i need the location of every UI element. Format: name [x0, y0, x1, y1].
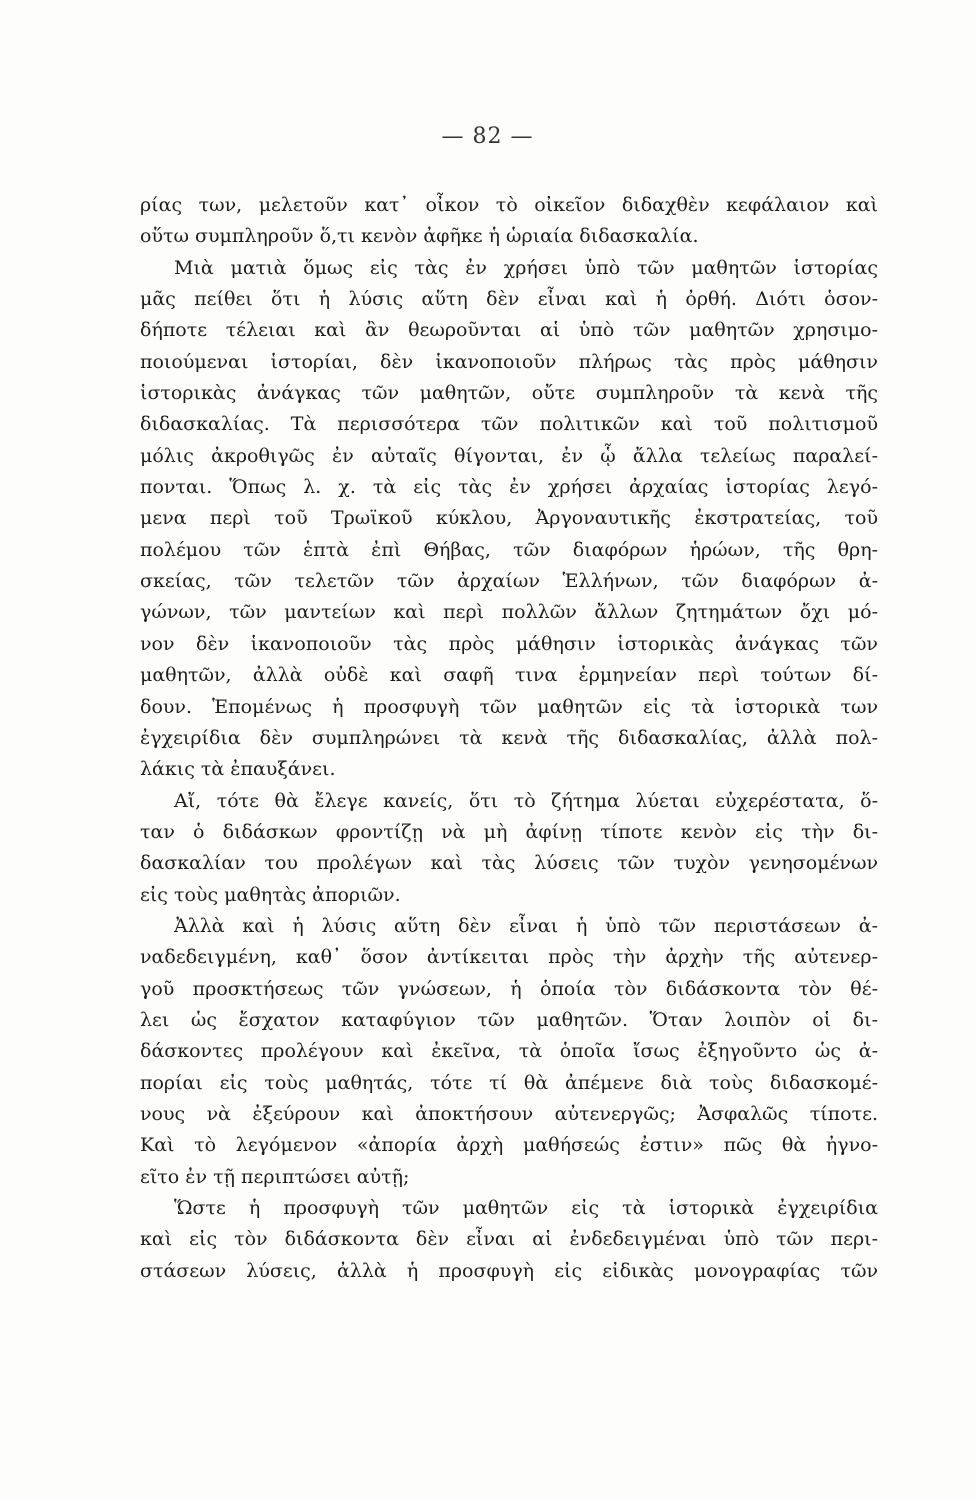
text-line: εἰς τοὺς μαθητὰς ἀποριῶν.	[140, 883, 401, 906]
text-line: δασκαλίαν του προλέγων καὶ τὰς λύσεις τῶν τυχὸν γενησομένων	[140, 852, 878, 875]
text-line: μόλις ἀκροθιγῶς ἐν αὐταῖς θίγονται, ἐν ᾧ ἄλλα τελείως παραλεί-	[140, 444, 878, 467]
text-line: πορίαι εἰς τοὺς μαθητάς, τότε τί θὰ ἀπέμενε διὰ τοὺς διδασκομέ-	[140, 1071, 878, 1094]
text-line: γώνων, τῶν μαντείων καὶ περὶ πολλῶν ἄλλων ζητημάτων ὄχι μό-	[140, 601, 878, 624]
text-line: Ἀλλὰ καὶ ἡ λύσις αὕτη δὲν εἶναι ἡ ὑπὸ τῶν περιστάσεων ἀ-	[174, 914, 878, 937]
text-line: δουν. Ἑπομένως ἡ προσφυγὴ τῶν μαθητῶν εἰς τὰ ἱστορικὰ των	[140, 695, 878, 718]
text-line: νους νὰ ἐξεύρουν καὶ ἀποκτήσουν αὐτενεργῶς; Ἀσφαλῶς τίποτε.	[140, 1102, 878, 1125]
text-line: λάκις τὰ ἐπαυξάνει.	[140, 758, 336, 781]
text-line: μαθητῶν, ἀλλὰ οὐδὲ καὶ σαφῆ τινα ἑρμηνείαν περὶ τούτων δί-	[140, 664, 878, 687]
text-line: πονται. Ὅπως λ. χ. τὰ εἰς τὰς ἐν χρήσει ἀρχαίας ἱστορίας λεγό-	[140, 476, 878, 499]
text-line: οὕτω συμπληροῦν ὅ,τι κενὸν ἀφῆκε ἡ ὡριαία διδασκαλία.	[140, 225, 699, 248]
body-text	[140, 190, 878, 1287]
text-line: σκείας, τῶν τελετῶν τῶν ἀρχαίων Ἑλλήνων, τῶν διαφόρων ἀ-	[140, 570, 878, 593]
text-line: ἐγχειρίδια δὲν συμπληρώνει τὰ κενὰ τῆς διδασκαλίας, ἀλλὰ πολ-	[140, 726, 878, 749]
text-line: ταν ὁ διδάσκων φροντίζῃ νὰ μὴ ἀφίνῃ τίποτε κενὸν εἰς τὴν δι-	[140, 820, 878, 843]
text-line: ναδεδειγμένη, καθ᾿ ὅσον ἀντίκειται πρὸς τὴν ἀρχὴν τῆς αὐτενερ-	[140, 946, 878, 969]
text-line: ρίας των, μελετοῦν κατ᾿ οἶκον τὸ οἰκεῖον διδαχθὲν κεφάλαιον καὶ	[140, 194, 878, 216]
text-line: εῖτο ἐν τῇ περιπτώσει αὐτῇ;	[140, 1165, 410, 1188]
text-line: μᾶς πείθει ὅτι ἡ λύσις αὕτη δὲν εἶναι καὶ ἡ ὀρθή. Διότι ὁσον-	[140, 288, 878, 311]
text-line: Καὶ τὸ λεγόμενον «ἀπορία ἀρχὴ μαθήσεώς ἐστιν» πῶς θὰ ἠγνο-	[140, 1134, 878, 1157]
text-line: ποιούμεναι ἱστορίαι, δὲν ἱκανοποιοῦν πλήρως τὰς πρὸς μάθησιν	[140, 350, 878, 373]
text-line: Ὥστε ἡ προσφυγὴ τῶν μαθητῶν εἰς τὰ ἱστορικὰ ἐγχειρίδια	[174, 1197, 878, 1219]
text-line: γοῦ προσκτήσεως τῶν γνώσεων, ἡ ὁποία τὸν διδάσκοντα τὸν θέ-	[140, 977, 878, 1000]
text-line: καὶ εἰς τὸν διδάσκοντα δὲν εἶναι αἱ ἐνδεδειγμέναι ὑπὸ τῶν περι-	[140, 1228, 878, 1251]
text-line: λει ὡς ἔσχατον καταφύγιον τῶν μαθητῶν. Ὅταν λοιπὸν οἱ δι-	[140, 1008, 878, 1031]
page-number: — 82 —	[441, 124, 534, 149]
text-line: Αἴ, τότε θὰ ἔλεγε κανείς, ὅτι τὸ ζήτημα λύεται εὐχερέστατα, ὅ-	[174, 789, 878, 812]
text-line: στάσεων λύσεις, ἀλλὰ ἡ προσφυγὴ εἰς εἰδικὰς μονογραφίας τῶν	[140, 1259, 878, 1282]
text-line: Μιὰ ματιὰ ὅμως εἰς τὰς ἐν χρήσει ὑπὸ τῶν μαθητῶν ἱστορίας	[174, 256, 878, 279]
text-line: ἱστορικὰς ἀνάγκας τῶν μαθητῶν, οὔτε συμπληροῦν τὰ κενὰ τῆς	[140, 382, 878, 405]
text-line: πολέμου τῶν ἑπτὰ ἐπὶ Θήβας, τῶν διαφόρων ἡρώων, τῆς θρη-	[140, 538, 878, 561]
text-line: μενα περὶ τοῦ Τρωϊκοῦ κύκλου, Ἀργοναυτικῆς ἐκστρατείας, τοῦ	[140, 507, 878, 530]
text-line: δάσκοντες προλέγουν καὶ ἐκεῖνα, τὰ ὁποῖα ἴσως ἐξηγοῦντο ὡς ἀ-	[140, 1040, 878, 1063]
text-line: νον δὲν ἱκανοποιοῦν τὰς πρὸς μάθησιν ἱστορικὰς ἀνάγκας τῶν	[140, 632, 878, 655]
text-line: δήποτε τέλειαι καὶ ἂν θεωροῦνται αἱ ὑπὸ τῶν μαθητῶν χρησιμο-	[140, 319, 878, 342]
text-line: διδασκαλίας. Τὰ περισσότερα τῶν πολιτικῶν καὶ τοῦ πολιτισμοῦ	[140, 413, 878, 436]
